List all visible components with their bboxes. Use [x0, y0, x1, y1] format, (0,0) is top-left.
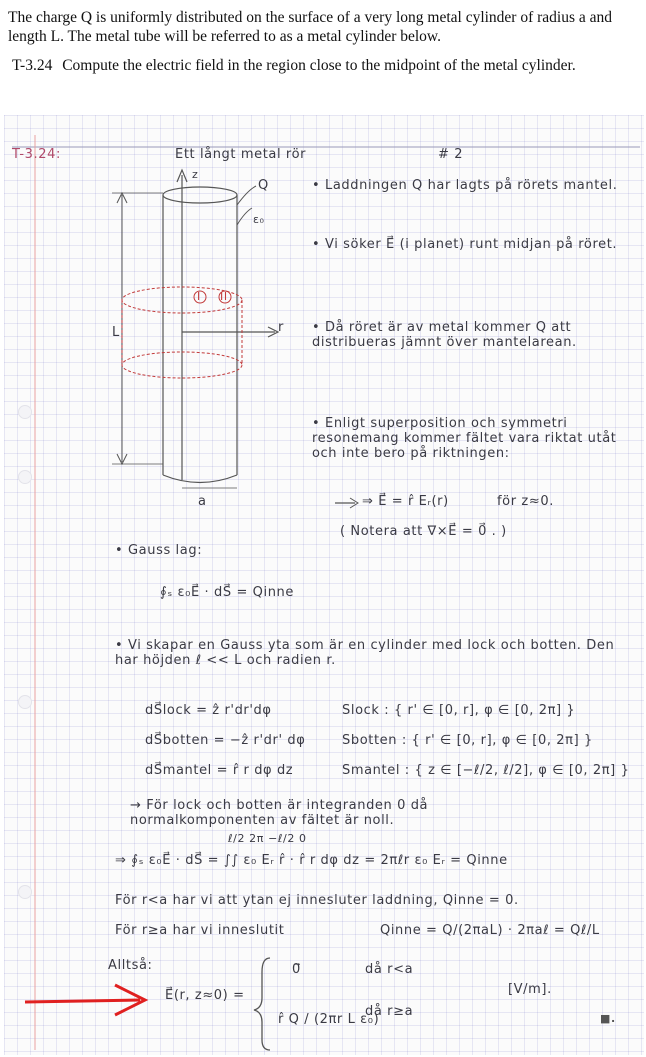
- result-outside: r̂ Q / (2πr L ε₀): [278, 1012, 380, 1027]
- gauss-surface-text: • Vi skapar en Gauss yta som är en cylinder med lock och botten. Den har höjden ℓ << L och radien r.: [115, 638, 615, 668]
- ds-mantel: dS⃗mantel = r̂ r dφ dz: [145, 763, 294, 778]
- figure-label-i: I: [197, 290, 201, 303]
- lock-botten-note: → För lock och botten är integranden 0 då normalkomponenten av fältet är noll.: [130, 798, 429, 828]
- s-mantel: Smantel : { z ∈ [−ℓ/2, ℓ/2], φ ∈ [0, 2π] }: [342, 763, 630, 778]
- result-unit: [V/m].: [508, 982, 552, 997]
- task-text: Compute the electric field in the region close to the midpoint of the metal cylinder.: [62, 57, 576, 74]
- figure-label-r: r: [278, 320, 284, 335]
- result-lhs: E⃗(r, z≈0) =: [165, 988, 245, 1003]
- integral-limits: ℓ/2 2π −ℓ/2 0: [228, 832, 307, 845]
- gauss-title: • Gauss lag:: [115, 543, 203, 558]
- ds-lock: dS⃗lock = ẑ r'dr'dφ: [145, 703, 272, 718]
- s-botten: Sbotten : { r' ∈ [0, r], φ ∈ [0, 2π] }: [342, 733, 593, 748]
- ds-botten: dS⃗botten = −ẑ r'dr' dφ: [145, 733, 306, 748]
- bullet-charge: • Laddningen Q har lagts på rörets mantel.: [312, 178, 618, 193]
- gauss-equation: ∮ₛ ε₀E⃗ · dS⃗ = Qinne: [160, 585, 294, 600]
- curl-note: ( Notera att ∇×E⃗ = 0⃗ . ): [340, 524, 507, 539]
- case-outside: För r≥a har vi inneslutit: [115, 923, 285, 938]
- result-outside-condition: då r≥a: [365, 1004, 414, 1019]
- bullet-seek: • Vi söker E⃗ (i planet) runt midjan på röret.: [312, 237, 618, 252]
- field-equation: ⇒ E⃗ = r̂ Eᵣ(r): [362, 494, 449, 509]
- figure-label-z: z: [192, 168, 199, 181]
- figure-label-q: Q: [258, 178, 269, 193]
- solution-title: Ett långt metal rör: [175, 147, 307, 162]
- result-inside-condition: då r<a: [365, 962, 414, 977]
- s-lock: Slock : { r' ∈ [0, r], φ ∈ [0, 2π] }: [342, 703, 576, 718]
- figure-label-eps: ε₀: [253, 213, 265, 226]
- page-number: # 2: [438, 147, 464, 162]
- bullet-distribution: • Då röret är av metal kommer Q att distribueras jämnt över mantelarean.: [312, 320, 577, 350]
- problem-intro: The charge Q is uniformly distributed on the surface of a very long metal cylinder of radius a and length L. The metal tube will be referred to as a metal cylinder below.: [8, 9, 613, 45]
- qed-mark: ■.: [600, 1012, 616, 1025]
- figure-label-ii: II: [220, 290, 228, 303]
- case-inside: För r<a har vi att ytan ej innesluter laddning, Qinne = 0.: [115, 893, 519, 908]
- enclosed-charge: Qinne = Q/(2πaL) · 2πaℓ = Qℓ/L: [380, 923, 600, 938]
- therefore-label: Alltså:: [108, 958, 153, 973]
- result-inside: 0⃗: [292, 962, 301, 977]
- solution-label: T-3.24:: [12, 147, 61, 162]
- field-condition: för z≈0.: [497, 494, 554, 509]
- figure-label-a: a: [198, 494, 207, 509]
- figure-label-l: L: [112, 325, 120, 340]
- integral-equation: ⇒ ∮ₛ ε₀E⃗ · dS⃗ = ∫∫ ε₀ Eᵣ r̂ · r̂ r dφ dz = 2πℓr ε₀ Eᵣ = Qinne: [115, 853, 508, 868]
- task-number: T-3.24: [12, 57, 53, 74]
- bullet-symmetry: • Enligt superposition och symmetri resonemang kommer fältet vara riktat utåt och inte bero på riktningen:: [312, 416, 617, 461]
